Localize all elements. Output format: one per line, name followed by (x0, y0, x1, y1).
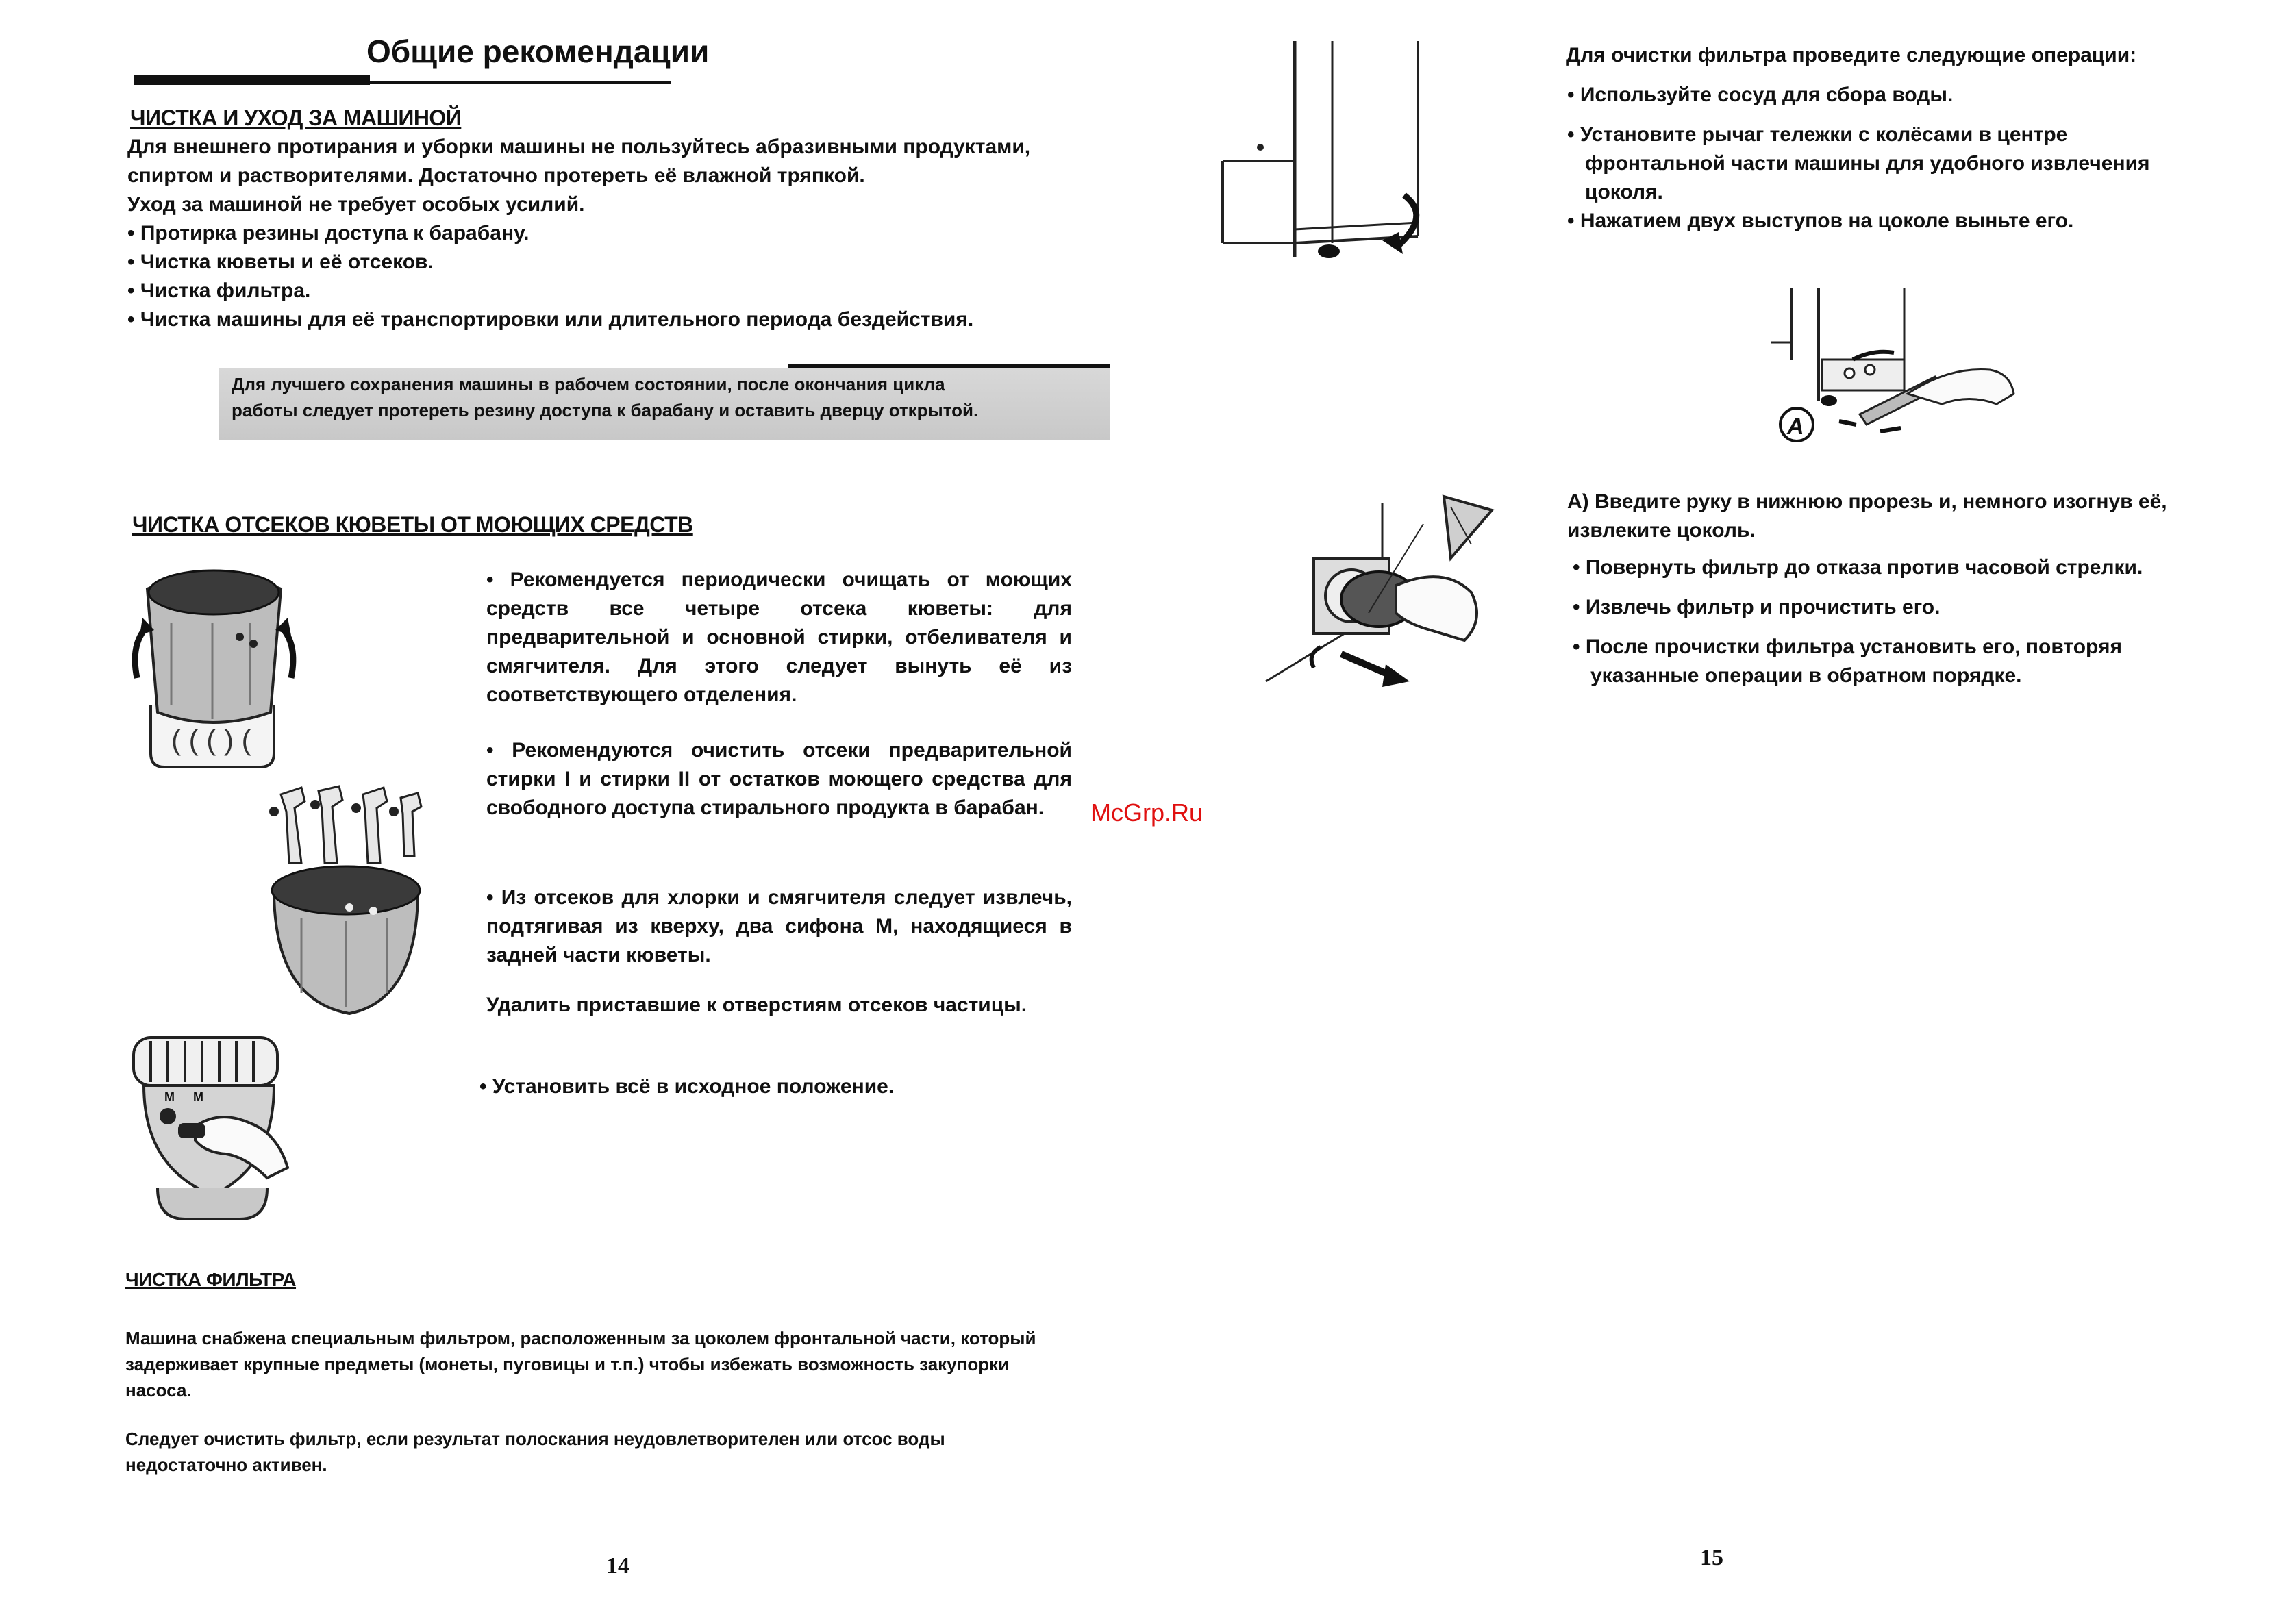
page-number-right: 15 (1700, 1545, 1723, 1570)
filter-line: насоса. (125, 1380, 192, 1400)
filter-para-1 (125, 1325, 1139, 1403)
right-bullet: • Повернуть фильтр до отказа против часовой стрелки. (1573, 556, 2143, 579)
right-bullet-cont: указанные операции в обратном порядке. (1590, 664, 2022, 687)
m-label-left: M (164, 1090, 175, 1104)
filter-line: недостаточно активен. (125, 1455, 327, 1475)
care-text (127, 133, 1127, 334)
right-bullet-cont: фронтальной части машины для удобного извлечения (1585, 152, 2150, 175)
drawer-para-1: • Рекомендуется периодически очищать от моющих средств все четыре отсека кюветы: для предварительной и основной стирки, отбеливателя и смягчителя. Для этого следует вынуть её из соответствующего отделения. (486, 568, 1072, 706)
step-a-text (1567, 488, 2286, 545)
title-underline-thin (370, 81, 671, 84)
care-bullet: • Протирка резины доступа к барабану. (127, 222, 529, 244)
filter-line: Машина снабжена специальным фильтром, расположенным за цоколем фронтальной части, который (125, 1328, 1036, 1348)
step-a-line: извлеките цоколь. (1567, 519, 1756, 542)
fig-label-a: A (1787, 414, 1804, 440)
care-bullet: • Чистка фильтра. (127, 279, 311, 302)
right-bullet-cont: цоколя. (1585, 181, 1663, 203)
section-heading-care: ЧИСТКА И УХОД ЗА МАШИНОЙ (130, 105, 462, 130)
right-bullet: • Установите рычаг тележки с колёсами в центре (1567, 123, 2068, 146)
siphons-illustration (253, 781, 438, 1027)
note-line: Для лучшего сохранения машины в рабочем состоянии, после окончания цикла (232, 374, 945, 394)
care-bullet: • Чистка машины для её транспортировки или длительного периода бездействия. (127, 308, 974, 331)
filter-hand-illustration (1266, 483, 1512, 695)
care-bullet: • Чистка кюветы и её отсеков. (127, 251, 434, 273)
drawer-front-label: ( ( ( ) ( (171, 724, 251, 756)
right-bullet: • Извлечь фильтр и прочистить его. (1573, 596, 1941, 618)
right-bullet: • Используйте сосуд для сбора воды. (1567, 84, 1954, 106)
care-line: Для внешнего протирания и уборки машины не пользуйтесь абразивными продуктами, (127, 136, 1031, 158)
plinth-removal-illustration (1771, 284, 2017, 449)
drawer-para-2: • Рекомендуются очистить отсеки предварительной стирки I и стирки II от остатков моющего средства для свободного доступа стирального продукта в барабан. (486, 739, 1072, 819)
note-text (232, 371, 1108, 423)
machine-lever-illustration (1219, 38, 1445, 271)
watermark: McGrp.Ru (1090, 799, 1203, 827)
right-bullet: • Нажатием двух выступов на цоколе выньте его. (1567, 210, 2074, 232)
filter-line: Следует очистить фильтр, если результат полоскания неудовлетворителен или отсос воды (125, 1429, 945, 1449)
filter-line: задерживает крупные предметы (монеты, пуговицы и т.п.) чтобы избежать возможность закупорки (125, 1354, 1010, 1374)
care-line: спиртом и растворителями. Достаточно протереть её влажной тряпкой. (127, 164, 865, 187)
drawer-illustration (123, 562, 301, 781)
page-title: Общие рекомендации (366, 34, 710, 69)
drawer-para-5: • Установить всё в исходное положение. (479, 1075, 895, 1098)
right-intro: Для очистки фильтра проведите следующие операции: (1566, 44, 2137, 66)
title-underline-thick (134, 75, 370, 85)
section-heading-drawer: ЧИСТКА ОТСЕКОВ КЮВЕТЫ ОТ МОЮЩИХ СРЕДСТВ (132, 512, 693, 537)
section-heading-filter: ЧИСТКА ФИЛЬТРА (125, 1269, 297, 1290)
note-line: работы следует протереть резину доступа к барабану и оставить дверцу открытой. (232, 400, 979, 420)
page-number-left: 14 (606, 1553, 629, 1579)
drawer-para-3: • Из отсеков для хлорки и смягчителя следует извлечь, подтягивая из кверху, два сифона М, находящиеся в задней части кюветы. (486, 886, 1072, 966)
filter-para-2 (125, 1426, 1139, 1478)
right-bullet: • После прочистки фильтра установить его, повторяя (1573, 636, 2122, 658)
step-a-line: А) Введите руку в нижнюю прорезь и, немного изогнув её, (1567, 490, 2167, 513)
drawer-para-4: Удалить приставшие к отверстиям отсеков частицы. (486, 994, 1027, 1016)
care-line: Уход за машиной не требует особых усилий. (127, 193, 585, 216)
m-label-right: M (193, 1090, 203, 1104)
right-bullets-2 (1573, 553, 2292, 690)
siphon-hand-illustration (130, 1031, 308, 1226)
right-bullets-1 (1567, 81, 2252, 236)
